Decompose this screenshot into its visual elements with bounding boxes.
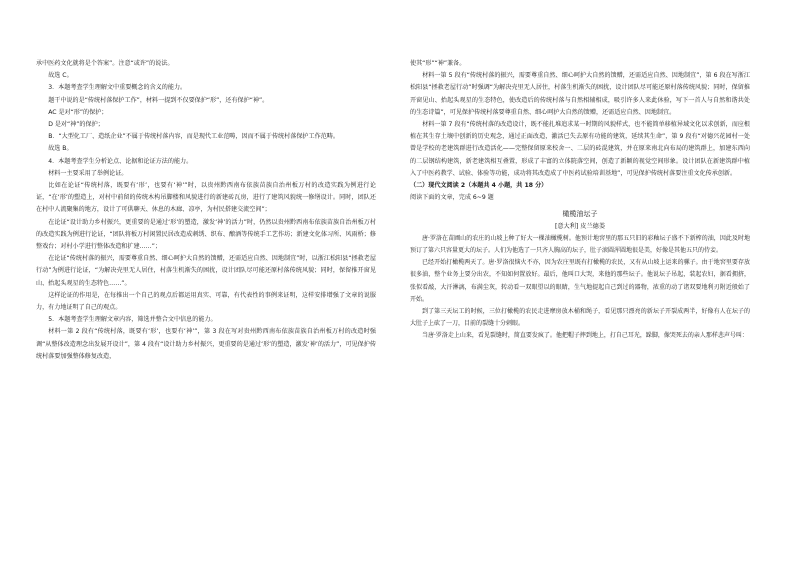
left-paragraph: B．“大型化工厂、造纸企业”不属于传统村落内容，而是现代工业范畴，因而不属于传统村落保护工作范畴。 <box>48 133 339 141</box>
left-paragraph: 这样论证的作用是，在每推出一个自己的观点后都运用真实、可靠，有代表性的事例来证明，这样安排增强了文章的说服力，有力地证明了自己的观点。 <box>36 291 376 312</box>
left-paragraph: 故选 B。 <box>48 145 73 153</box>
left-paragraph: 材料一第 2 段有“传统村落，既要有‘形’，也要有‘神’”，第 3 段在写对贵州黔西南布依族苗族自治州板万村的改造时强调“从整体改造理念出发展开设计”，第 4 段有“设计助力乡村振兴，更重要的是通过‘形’的塑造，激发‘神’的活力”，可见保护传统村落要加强整体修复改造， <box>36 328 376 360</box>
story-author: [意大利] 皮兰德娄 <box>554 222 606 230</box>
left-paragraph: AC 是对“形”的保护； <box>48 108 108 116</box>
story-paragraph: 唐·罗洛在苗圃山的农庄的山坡上种了好大一棵油橄榄树。他预计地窖里的那五只旧的彩釉坛子盛不下新榨的油，因此及时地预订了第六只容量更大的坛子。人们为他选了一只齐人胸高的坛子，肚子滚圆浑圆地很是美，好像是其他五只的侍妾。 <box>410 234 750 255</box>
story-body <box>410 233 750 343</box>
right-paragraph: 材料一第 5 段有“传统村落的振兴，需要尊重自然、细心呵护大自然的馈赠，还需适应自然、因地制宜”，第 6 段在写浙江松阳县“拯救老屋行动”时强调“为解决壳里无人居住，村落生机渐失的困扰，设计团队尽可能还原村落传统风貌；同时，保留推开窗见山、抬起头观星的生态特色，使改造后的传统村落与自然相辅相成，吸引许多人来此休验，写下一首人与自然和谐共处的生态诗篇”，可见保护传统村落要尊重自然、细心呵护大自然的馈赠，还需适应自然、因地制宜。 <box>410 72 750 116</box>
left-paragraph: 比如在论证“传统村落，既要有‘形’，也要有‘神’”时，以贵州黔西南布依族苗族自治州板万村的改造实践为例进行论证，“在‘形’的塑造上，对村中前留的传统木构吊脚楼和风貌进行的新建砖瓦房，进行了建筑风貌统一修缮设计。同时，团队还在村中人流聚集的地方，设计了可供聊天、休息的木廊、凉亭，为村民搭建交流空间”； <box>36 182 376 214</box>
story-paragraph: 已经开始打橄榄两天了。唐·罗洛很恼火不亦，因为农庄里既有打橄榄的农民，又有从山坡上运来的骡子。由于地窖里要存放很多油，整个业务上要分出农，不知如何置放好。最后，他叫口大哭，来他的那些坛子。他说坛子吊起，装起农妇，据看拥挤，张似看敲，大汗淋漓，布满尘灰，转动看一双眼望以的眼睛，生气地提起自己到过的器物，浓重的动了诸双要地利刃附近般始了开始。 <box>410 259 750 303</box>
left-paragraph: 承中医药文化就将是个答案”。注意“或许”的说法。 <box>36 60 174 67</box>
instruction-text: 阅读下面的文章，完成 6~9 题 <box>410 194 494 202</box>
left-paragraph: 4．本题考查学生分析论点、论据和论证方法的能力。 <box>48 157 193 165</box>
left-paragraph: D 是对“神”的保护； <box>48 121 104 129</box>
right-column <box>410 58 750 343</box>
left-paragraph: 3．本题考查学生理解文中重要概念的含义的能力。 <box>48 84 187 92</box>
left-paragraph: 材料一主要采用了举例论证。 <box>48 169 128 177</box>
story-paragraph: 到了第三天坛工的时候，三位打橄榄的农民走进摩房放木桶和绳子，看见那只漂亮的新坛子开裂成两半，好像有人在坛子的大肚子上砍了一刀，目前的裂缝十分刺眼。 <box>410 308 750 328</box>
left-paragraph: 在论证“设计助力乡村振兴，更重要的是通过‘形’的塑造，激发‘神’的活力”时，仍然以贵州黔西南布依族苗族自治州板万村的改造实践为例进行论证，“团队将板万村闲置民居改造成刺绣、织布、酿酒等传统手工艺作坊；新建文化体习所、风雨桥；修整戏台；对村小学进行整体改造和扩建……”； <box>36 218 376 251</box>
right-paragraph: 使其“形”“神”兼备。 <box>410 60 466 67</box>
story-paragraph: 当唐·罗洛走上山来，看见裂缝时，简直要发疯了。他把帽子摔到地上，打自己耳光，跺脚，像哭死去的亲人那样悲声号叫： <box>422 332 748 340</box>
left-paragraph: 故选 C。 <box>48 72 73 80</box>
left-paragraph: 题干中说的是“传统村落保护工作”，材料一提到不仅要保护“形”，还有保护“神”。 <box>48 96 269 104</box>
section-header: （二）现代文阅读 2（本题共 4 小题，共 18 分） <box>410 182 548 190</box>
story-title: 橄榄油坛子 <box>562 210 598 219</box>
left-column <box>36 58 376 363</box>
right-paragraph: 材料一第 7 段有“传统村落的改造设计，既不能扎堆追求某一时期的风貌样式，也不能简单移植异域文化以求创新，而应根植在其生存土壤中创新的历史观念，通过正面改造，激活已失去原有功能的建筑，延续其生命”，第 9 段有“对德兴花园村一处曾是学校的老建筑群进行改造活化——完整保留原来校舍一、二层的砖混建筑，并在原来南北向布局的建筑群上，加建东西向的二层钢结构建筑，新老建筑相互叠置，形成了丰富的立体院落空间，创造了新颖的视觉空间形象。设计团队在新建筑群中植入了中医药教学、试验、体验等功能，成功将其改造成了中医药试验培训基地”，可见保护传统村落要注重文化传承创新。 <box>410 121 750 177</box>
left-paragraph: 5．本题考查学生理解文章内容，筛选并整合文中信息的能力。 <box>48 316 217 324</box>
left-paragraph: 在论证“传统村落的振兴，需要尊重自然、细心呵护大自然的馈赠，还需适应自然、因地制宜”时，以浙江松阳县“拯救老屋行动”为例进行论证，“为解决壳里无人居住，村落生机渐失的困扰，设计团队尽可能还原村落传统风貌；同时，保留推开窗见山、抬起头观星的生态特色……”。 <box>36 255 376 287</box>
